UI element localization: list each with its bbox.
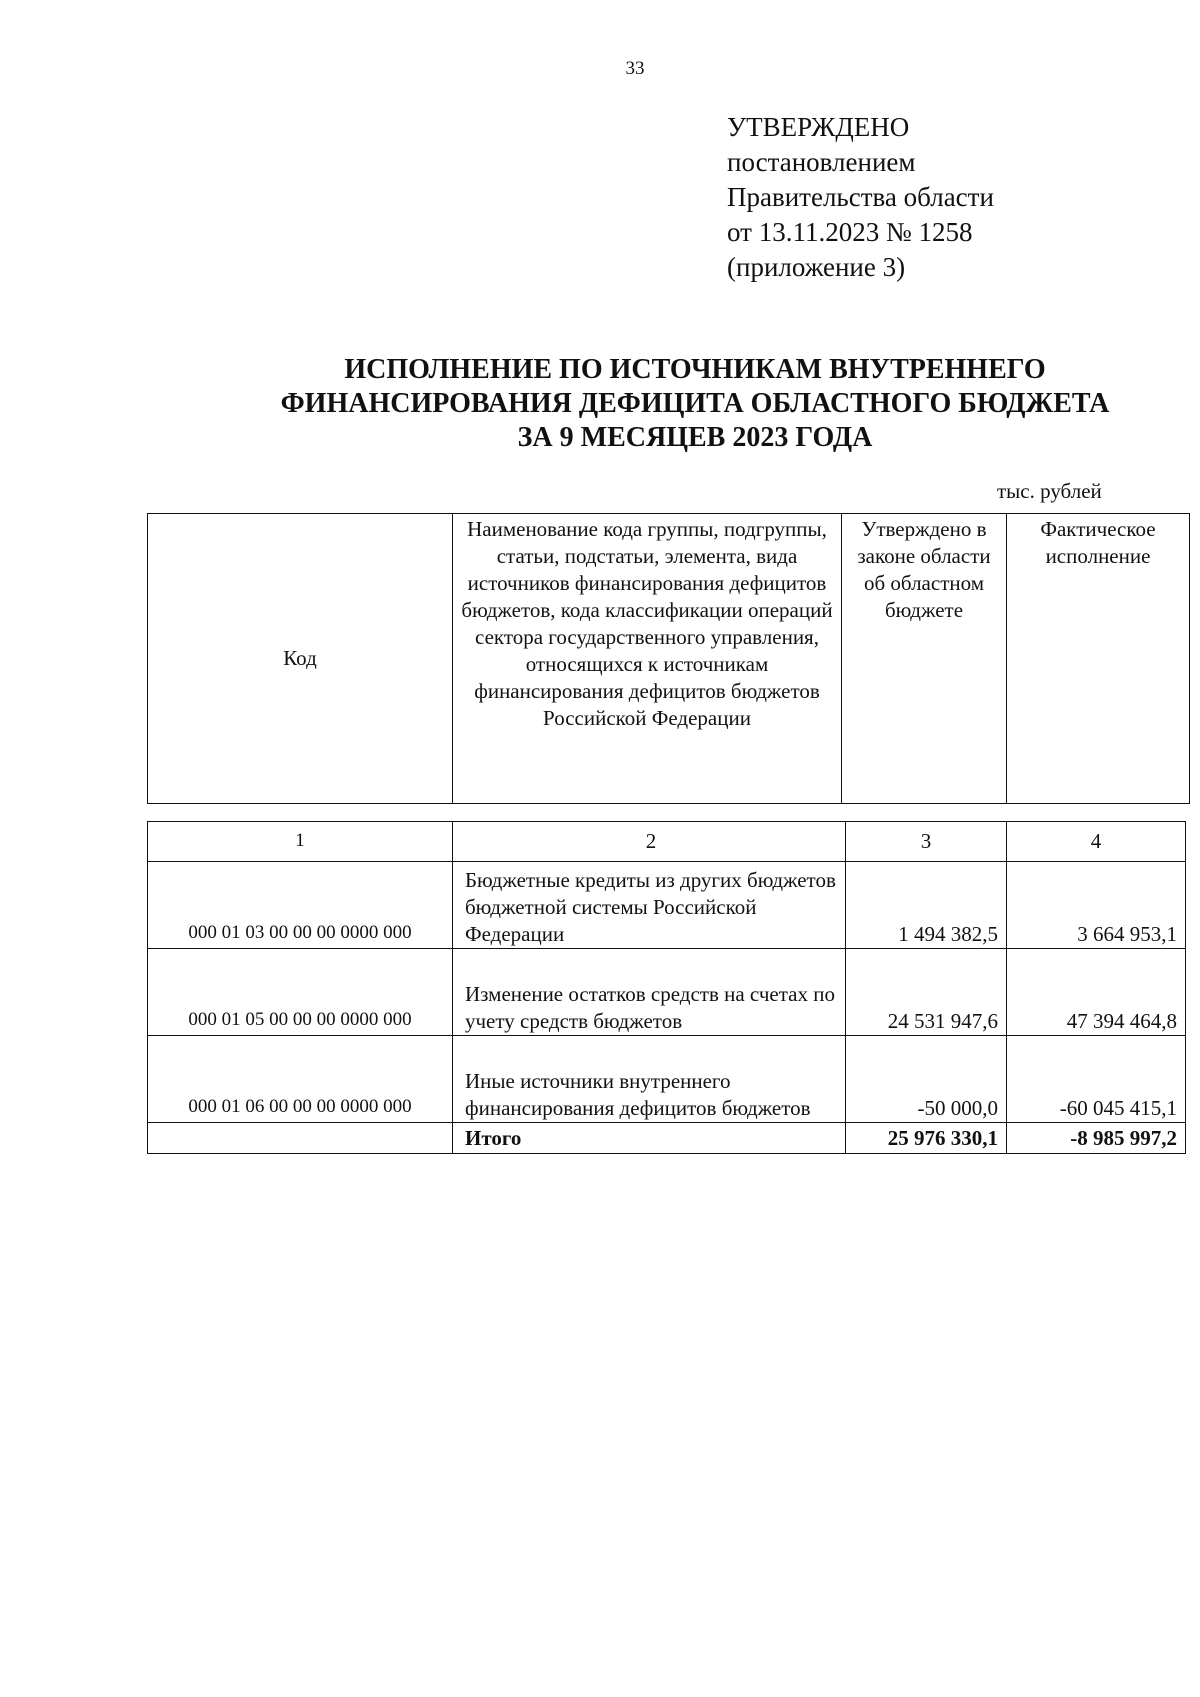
- title-line-3: ЗА 9 МЕСЯЦЕВ 2023 ГОДА: [517, 422, 873, 453]
- total-actual: -8 985 997,2: [1007, 1123, 1186, 1154]
- approval-stamp: [727, 110, 994, 285]
- row-code: 000 01 06 00 00 00 0000 000: [148, 1036, 453, 1123]
- total-code-cell: [148, 1123, 453, 1154]
- row-approved: 1 494 382,5: [846, 862, 1007, 949]
- column-number: 1: [148, 822, 453, 862]
- table-row: [148, 1036, 1186, 1123]
- header-name: Наименование кода группы, подгруппы, статьи, подстатьи, элемента, вида источников финансирования дефицитов бюджетов, кода классификации операций сектора государственного управления, относящихся к источникам финансирования дефицитов бюджетов Российской Федерации: [453, 514, 842, 804]
- header-actual: Фактическое исполнение: [1007, 514, 1190, 804]
- column-number: 2: [453, 822, 846, 862]
- row-actual: 3 664 953,1: [1007, 862, 1186, 949]
- table-row: [148, 862, 1186, 949]
- header-approved: Утверждено в законе области об областном бюджете: [842, 514, 1007, 804]
- approval-line-2: постановлением: [727, 147, 916, 177]
- approval-line-1: УТВЕРЖДЕНО: [727, 112, 910, 142]
- row-approved: 24 531 947,6: [846, 949, 1007, 1036]
- page-number: 33: [625, 58, 645, 79]
- total-approved: 25 976 330,1: [846, 1123, 1007, 1154]
- column-number: 4: [1007, 822, 1186, 862]
- row-actual: 47 394 464,8: [1007, 949, 1186, 1036]
- row-name: Иные источники внутреннего финансирования дефицитов бюджетов: [453, 1036, 846, 1123]
- row-approved: -50 000,0: [846, 1036, 1007, 1123]
- approval-line-4: от 13.11.2023 № 1258: [727, 217, 973, 247]
- row-code: 000 01 05 00 00 00 0000 000: [148, 949, 453, 1036]
- row-name: Бюджетные кредиты из других бюджетов бюджетной системы Российской Федерации: [453, 862, 846, 949]
- total-row: [148, 1123, 1186, 1154]
- column-number-row: [148, 822, 1186, 862]
- header-row: [148, 514, 1190, 804]
- table-row: [148, 949, 1186, 1036]
- header-table: [147, 513, 1190, 804]
- title-line-1: ИСПОЛНЕНИЕ ПО ИСТОЧНИКАМ ВНУТРЕННЕГО: [344, 354, 1046, 385]
- title-line-2: ФИНАНСИРОВАНИЯ ДЕФИЦИТА ОБЛАСТНОГО БЮДЖЕТА: [280, 388, 1110, 419]
- data-table: [147, 821, 1186, 1154]
- header-code: Код: [148, 514, 453, 804]
- approval-line-5: (приложение 3): [727, 252, 906, 282]
- units-label: тыс. рублей: [997, 479, 1102, 503]
- row-code: 000 01 03 00 00 00 0000 000: [148, 862, 453, 949]
- row-name: Изменение остатков средств на счетах по учету средств бюджетов: [453, 949, 846, 1036]
- approval-line-3: Правительства области: [727, 182, 994, 212]
- total-label: Итого: [453, 1123, 846, 1154]
- row-actual: -60 045 415,1: [1007, 1036, 1186, 1123]
- column-number: 3: [846, 822, 1007, 862]
- document-title: [150, 353, 1200, 455]
